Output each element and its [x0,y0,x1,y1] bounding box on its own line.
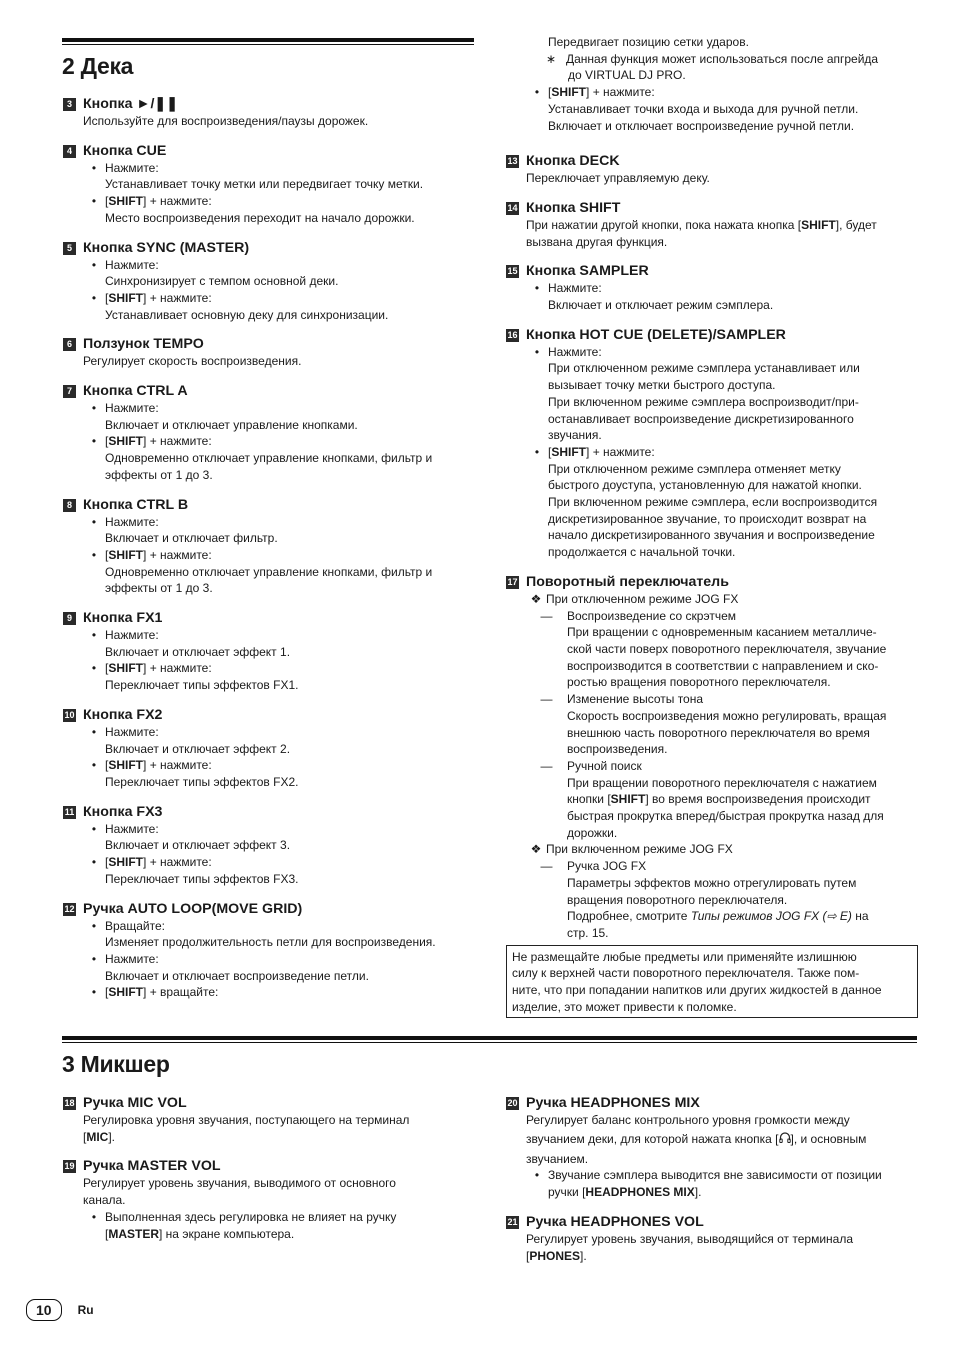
bullet-icon: • [534,281,540,296]
bullet: • Нажмите: [83,400,473,417]
dash-text: стр. 15. [567,925,609,940]
deck-left-column [63,96,473,1014]
section-rule [62,38,474,45]
bullet-icon: • [91,514,97,529]
dash-text: Скорость воспроизведения можно регулировать, вращая [567,708,887,723]
bullet-text: При отключенном режиме сэмплера устанавливает или [548,361,860,376]
bullet-text: Включает и отключает эффект 1. [105,644,291,659]
bullet-text: Переключает типы эффектов FX3. [105,871,299,886]
bullet-text: эффекты от 1 до 3. [105,467,213,482]
item-desc: При нажатии другой кнопки, пока нажата кнопка [SHIFT], будет [526,217,877,232]
item-shift [506,200,918,250]
headphones-icon [779,1130,791,1151]
item-title: Кнопка ►/❚❚ [83,96,179,112]
item-fx3 [63,804,473,888]
cross-reference-link[interactable]: Типы режимов JOG FX (⇨ E) [690,909,852,924]
bullet-text: Устанавливает точку метки или передвигает точку метки. [105,177,424,192]
bullet-text: Синхронизирует с темпом основной деки. [105,274,339,289]
item-number: 7 [63,385,76,398]
item-desc: Регулирует скорость воспроизведения. [83,354,302,369]
item-master-vol [63,1158,473,1242]
bullet-icon: • [534,85,540,100]
item-auto-loop-cont [506,34,918,134]
diamond-bullet: ❖ При включенном режиме JOG FX [526,841,918,858]
item-mic-vol [63,1095,473,1145]
item-number: 13 [507,156,518,167]
bullet-icon: • [91,434,97,449]
diamond-icon: ❖ [530,591,542,606]
bullet-icon: • [91,194,97,209]
item-title: Кнопка HOT CUE (DELETE)/SAMPLER [526,326,786,343]
item-desc: Регулировка уровня звучания, поступающего на терминал [83,1113,410,1127]
bullet-text: Переключает типы эффектов FX1. [105,678,299,693]
bullet-text: Одновременно отключает управление кнопками, фильтр и [105,564,433,579]
item-title: Кнопка FX2 [83,706,163,723]
bullet: • Нажмите: [83,160,473,177]
item-number: 11 [64,806,75,817]
asterisk-icon: ∗ [546,51,557,66]
bullet-text: Включает и отключает управление кнопками. [105,417,358,432]
item-desc: Регулирует баланс контрольного уровня громкости между [526,1113,850,1127]
item-fx2 [63,707,473,791]
bullet-icon: • [91,758,97,773]
bullet-icon: • [91,401,97,416]
item-number: 8 [63,499,76,512]
bullet-icon: • [91,985,97,1000]
item-cue [63,143,473,227]
section-title-deck: 2 Дека [62,53,134,79]
item-desc: [MIC]. [83,1129,116,1144]
item-number: 10 [64,709,75,720]
bullet-text: Включает и отключает фильтр. [105,531,278,546]
bullet-text: Включает и отключает эффект 3. [105,838,291,853]
item-desc: канала. [83,1193,126,1208]
dash-text: ской части поверх поворотного переключателя, звучание [567,641,887,656]
item-desc: Переключает управляемую деку. [526,171,710,186]
bullet: • Вращайте: [83,918,473,935]
item-title: Ручка MIC VOL [83,1095,187,1111]
bullet-text: При включенном режиме сэмплера, если воспроизводится [548,495,878,510]
item-number: 4 [63,145,76,158]
dash-text: При вращении с одновременным касанием металличе- [567,625,877,640]
footnote-cont: до VIRTUAL DJ PRO. [568,68,686,83]
item-desc: звучанием. [526,1151,589,1166]
bullet: • [SHIFT] + нажмите: [83,433,473,450]
bullet-icon: • [534,344,540,359]
bullet-text: звучания. [548,428,602,443]
item-title: Кнопка CTRL A [83,383,188,400]
item-number: 21 [507,1216,518,1227]
footnote: ∗ Данная функция может использоваться после апгрейда [546,51,879,66]
bullet-text: При отключенном режиме сэмплера отменяет метку [548,461,841,476]
bullet-text: Устанавливает основную деку для синхронизации. [105,307,389,322]
item-headphones-vol [506,1214,918,1264]
bullet: • [SHIFT] + нажмите: [83,193,473,210]
bullet: • Нажмите: [526,280,918,297]
item-number: 18 [64,1098,75,1108]
bullet-text: Включает и отключает воспроизведение ручной петли. [548,118,855,133]
continued-text: Передвигает позицию сетки ударов. [548,35,749,49]
dash-text: ростью вращения поворотного переключателя. [567,675,831,690]
diamond-bullet: ❖ При отключенном режиме JOG FX [526,591,918,608]
item-title: Кнопка FX1 [83,610,163,627]
item-number: 14 [507,202,518,213]
item-title: Ручка HEADPHONES MIX [526,1095,700,1111]
item-title: Ползунок TEMPO [83,336,204,353]
section-mixer-header [62,1036,917,1078]
bullet-text: Включает и отключает воспроизведение петли. [105,968,369,983]
mixer-left-column [63,1095,473,1255]
item-hot-cue [506,327,918,561]
item-title: Кнопка DECK [526,153,620,170]
bullet: • [SHIFT] + нажмите: [83,547,473,564]
bullet-icon: • [91,661,97,676]
mixer-right-column [506,1095,918,1277]
bullet-text: Включает и отключает эффект 2. [105,741,291,756]
item-number: 3 [63,98,76,111]
bullet: • [SHIFT] + нажмите: [526,84,918,101]
bullet-text: начало дискретизированного звучания и воспроизведение [548,528,875,543]
bullet-icon: • [91,257,97,272]
dash-icon: — [540,758,553,773]
item-tempo [63,336,473,370]
bullet-text: Устанавливает точки входа и выхода для ручной петли. [548,101,859,116]
bullet-icon: • [91,290,97,305]
bullet: • Нажмите: [83,724,473,741]
dash-text: быстрая прокрутка вперед/быстрая прокрутка назад для [567,809,884,824]
dash-text: воспроизводится в соответствии с направлением и ско- [567,658,879,673]
bullet: • [SHIFT] + нажмите: [83,290,473,307]
bullet: • Нажмите: [83,257,473,274]
dash-text: Подробнее, смотрите Типы режимов JOG FX (⇨ E) на [567,909,869,924]
item-sync [63,240,473,324]
item-jog-wheel [506,574,918,942]
dash-text: вращения поворотного переключателя. [567,892,788,907]
bullet-text: продолжается с начальной точки. [548,545,736,560]
item-title: Поворотный переключатель [526,573,729,590]
item-play-pause [63,96,473,130]
page-footer [26,1299,94,1321]
item-desc: Используйте для воспроизведения/паузы дорожек. [83,114,369,128]
bullet: • [SHIFT] + нажмите: [526,444,918,461]
bullet: • Нажмите: [83,821,473,838]
item-title: Кнопка SHIFT [526,199,621,216]
item-number: 20 [507,1098,518,1108]
dash-item: — Ручка JOG FX [526,858,918,875]
item-desc: звучанием деки, для которой нажата кнопка [ ], и основным [526,1129,918,1151]
item-desc: вызвана другая функция. [526,234,668,249]
bullet-icon: • [91,821,97,836]
item-title: Ручка HEADPHONES VOL [526,1213,704,1230]
bullet: • Нажмите: [83,514,473,531]
dash-text: кнопки [SHIFT] во время воспроизведения происходит [567,792,871,807]
item-title: Кнопка SYNC (MASTER) [83,239,250,256]
item-number: 12 [64,903,75,914]
bullet-text: Одновременно отключает управление кнопками, фильтр и [105,451,433,466]
page-number: 10 [26,1299,62,1321]
bullet-icon: • [534,1168,540,1183]
bullet: • [SHIFT] + нажмите: [83,757,473,774]
item-title: Кнопка CUE [83,142,167,159]
dash-text: дорожки. [567,825,618,840]
bullet-text: быстрого доуступа, установленную для нажатой кнопки. [548,478,862,493]
item-number: 5 [63,242,76,255]
item-title: Ручка MASTER VOL [83,1158,221,1175]
item-number: 19 [64,1161,75,1172]
bullet-icon: • [91,724,97,739]
item-title: Кнопка SAMPLER [526,263,649,280]
item-auto-loop [63,901,473,1002]
item-desc: [PHONES]. [526,1248,587,1263]
bullet-icon: • [91,628,97,643]
bullet-text: Изменяет продолжительность петли для воспроизведения. [105,935,436,950]
dash-text: При вращении поворотного переключателя с нажатием [567,775,877,790]
item-number: 9 [63,612,76,625]
bullet-text: ручки [HEADPHONES MIX]. [548,1185,702,1200]
item-title: Кнопка CTRL B [83,496,189,513]
bullet-icon: • [91,1209,97,1224]
section-title-mixer: 3 Микшер [62,1051,170,1077]
bullet: • [SHIFT] + нажмите: [83,854,473,871]
caution-note: Не размещайте любые предметы или применяйте излишнюю силу к верхней части поворотного переключателя. Также пом- ните, что при попадании напитков или других жидкостей в данное изделие, это может привести к поломке. [506,945,918,1019]
item-number: 15 [507,266,518,277]
item-title: Ручка AUTO LOOP(MOVE GRID) [83,900,303,917]
item-desc: Регулирует уровень звучания, выводимого от основного [83,1176,396,1191]
diamond-icon: ❖ [530,842,542,857]
item-sampler [506,263,918,313]
bullet-icon: • [91,160,97,175]
bullet: • [SHIFT] + вращайте: [83,984,473,1001]
bullet-text: Включает и отключает режим сэмплера. [548,298,774,313]
section-deck-header [62,38,474,80]
section-rule [62,1036,917,1043]
bullet-text: Место воспроизведения переходит на начало дорожки. [105,210,415,225]
bullet-text: эффекты от 1 до 3. [105,581,213,596]
language-code: Ru [77,1303,94,1317]
dash-icon: — [540,859,553,874]
item-deck [506,153,918,187]
bullet: • Нажмите: [83,627,473,644]
item-headphones-mix [506,1095,918,1201]
bullet-text: вызывает точку метки быстрого доступа. [548,378,776,393]
bullet-text: При включенном режиме сэмплера воспроизводит/при- [548,394,859,409]
deck-right-column [506,34,918,1018]
dash-text: воспроизведения. [567,742,668,757]
bullet-text: [MASTER] на экране компьютера. [105,1226,295,1241]
bullet-icon: • [91,855,97,870]
bullet-text: останавливает воспроизведение дискретизированного [548,411,854,426]
item-fx1 [63,610,473,694]
dash-text: Параметры эффектов можно отрегулировать путем [567,875,857,890]
item-ctrl-b [63,497,473,598]
bullet-text: Переключает типы эффектов FX2. [105,774,299,789]
bullet-text: дискретизированное звучание, то происходит возврат на [548,511,867,526]
dash-icon: — [540,692,553,707]
item-ctrl-a [63,383,473,484]
bullet: • Выполненная здесь регулировка не влияет на ручку [83,1209,473,1226]
dash-icon: — [540,608,553,623]
item-title: Кнопка FX3 [83,803,163,820]
item-number: 16 [507,329,518,340]
bullet: • Звучание сэмплера выводится вне зависимости от позиции [526,1167,918,1184]
bullet-icon: • [534,444,540,459]
item-number: 6 [63,338,76,351]
bullet-icon: • [91,918,97,933]
bullet-icon: • [91,547,97,562]
item-desc: Регулирует уровень звучания, выводящийся от терминала [526,1231,853,1246]
dash-item: — Изменение высоты тона [526,691,918,708]
bullet: • [SHIFT] + нажмите: [83,660,473,677]
dash-text: внешнюю часть поворотного переключателя во время [567,725,870,740]
item-number: 17 [507,576,518,587]
dash-item: — Воспроизведение со скрэтчем [526,608,918,625]
bullet: • Нажмите: [83,951,473,968]
bullet-icon: • [91,951,97,966]
bullet: • Нажмите: [526,344,918,361]
dash-item: — Ручной поиск [526,758,918,775]
